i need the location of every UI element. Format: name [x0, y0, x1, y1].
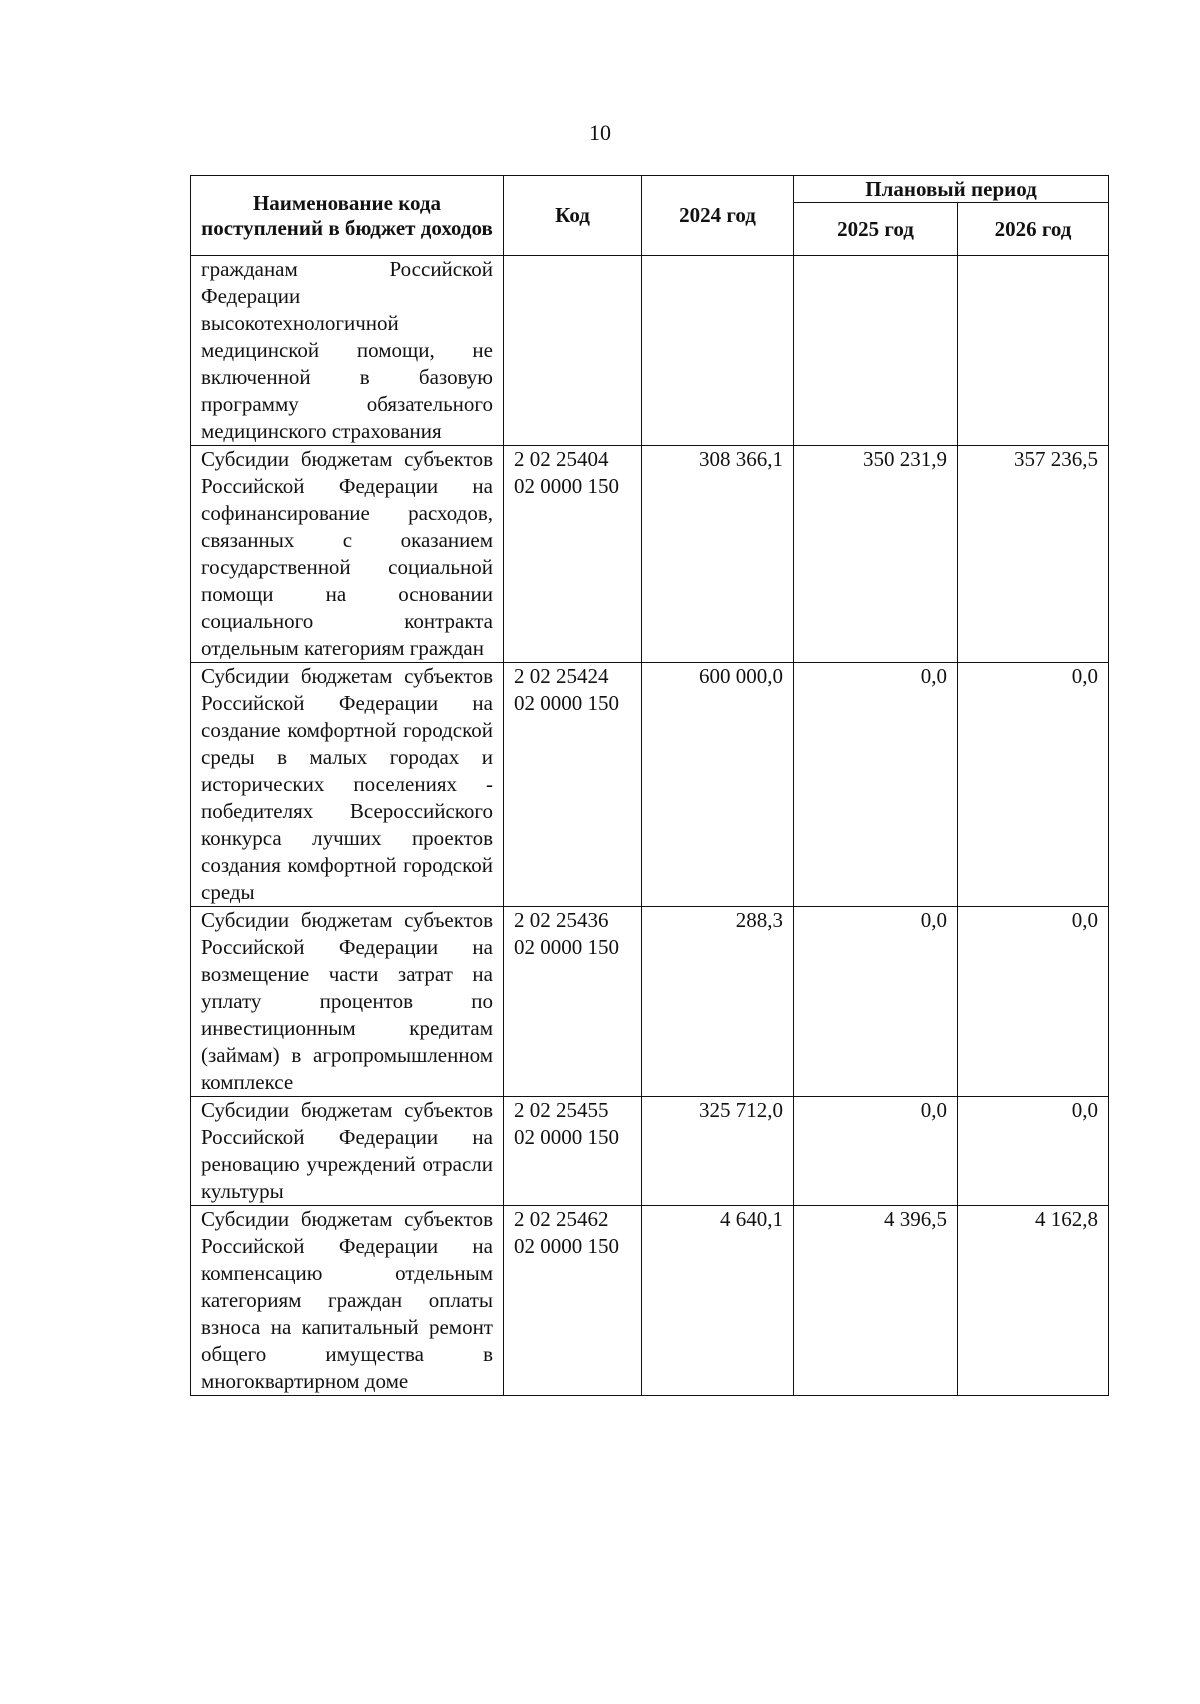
row-value-2026: 0,0: [958, 1097, 1109, 1206]
row-name: Субсидии бюджетам субъектов Российской Федерации на реновацию учреждений отрасли культуры: [191, 1097, 504, 1206]
row-value-2026: 0,0: [958, 663, 1109, 907]
row-name: Субсидии бюджетам субъектов Российской Федерации на создание комфортной городской среды в малых городах и исторических поселениях - победителях Всероссийского конкурса лучших проектов создания комфортной городской среды: [191, 663, 504, 907]
row-value-2026: 4 162,8: [958, 1206, 1109, 1396]
table-row: [191, 256, 1109, 446]
row-code: [504, 256, 642, 446]
row-value-2026: 357 236,5: [958, 446, 1109, 663]
row-name: гражданам Российской Федерации высокотехнологичной медицинской помощи, не включенной в базовую программу обязательного медицинского страхования: [191, 256, 504, 446]
row-value-2025: 350 231,9: [794, 446, 958, 663]
row-value-2024: 325 712,0: [642, 1097, 794, 1206]
header-planned-period: Плановый период: [794, 176, 1109, 203]
header-name: Наименование кода поступлений в бюджет доходов: [191, 176, 504, 256]
header-year-2024: 2024 год: [642, 176, 794, 256]
row-code: 2 02 25424 02 0000 150: [504, 663, 642, 907]
table-row: [191, 446, 1109, 663]
row-value-2025: 0,0: [794, 663, 958, 907]
header-year-2026: 2026 год: [958, 203, 1109, 256]
row-value-2025: 0,0: [794, 907, 958, 1097]
row-value-2026: 0,0: [958, 907, 1109, 1097]
row-value-2024: 288,3: [642, 907, 794, 1097]
row-value-2024: 4 640,1: [642, 1206, 794, 1396]
row-code: 2 02 25455 02 0000 150: [504, 1097, 642, 1206]
table-row: [191, 1206, 1109, 1396]
row-value-2024: 308 366,1: [642, 446, 794, 663]
row-value-2026: [958, 256, 1109, 446]
table-row: [191, 663, 1109, 907]
row-name: Субсидии бюджетам субъектов Российской Федерации на компенсацию отдельным категориям граждан оплаты взноса на капитальный ремонт общего имущества в многоквартирном доме: [191, 1206, 504, 1396]
row-value-2025: 4 396,5: [794, 1206, 958, 1396]
row-value-2025: 0,0: [794, 1097, 958, 1206]
row-code: 2 02 25462 02 0000 150: [504, 1206, 642, 1396]
row-code: 2 02 25436 02 0000 150: [504, 907, 642, 1097]
row-value-2024: 600 000,0: [642, 663, 794, 907]
row-code: 2 02 25404 02 0000 150: [504, 446, 642, 663]
header-code: Код: [504, 176, 642, 256]
row-value-2024: [642, 256, 794, 446]
revenue-table: [190, 175, 1109, 1396]
table-row: [191, 1097, 1109, 1206]
row-value-2025: [794, 256, 958, 446]
table-header: [191, 176, 1109, 256]
page-number: 10: [589, 120, 611, 145]
table-row: [191, 907, 1109, 1097]
row-name: Субсидии бюджетам субъектов Российской Федерации на возмещение части затрат на уплату процентов по инвестиционным кредитам (займам) в агропромышленном комплексе: [191, 907, 504, 1097]
header-year-2025: 2025 год: [794, 203, 958, 256]
row-name: Субсидии бюджетам субъектов Российской Федерации на софинансирование расходов, связанных с оказанием государственной социальной помощи на основании социального контракта отдельным категориям граждан: [191, 446, 504, 663]
